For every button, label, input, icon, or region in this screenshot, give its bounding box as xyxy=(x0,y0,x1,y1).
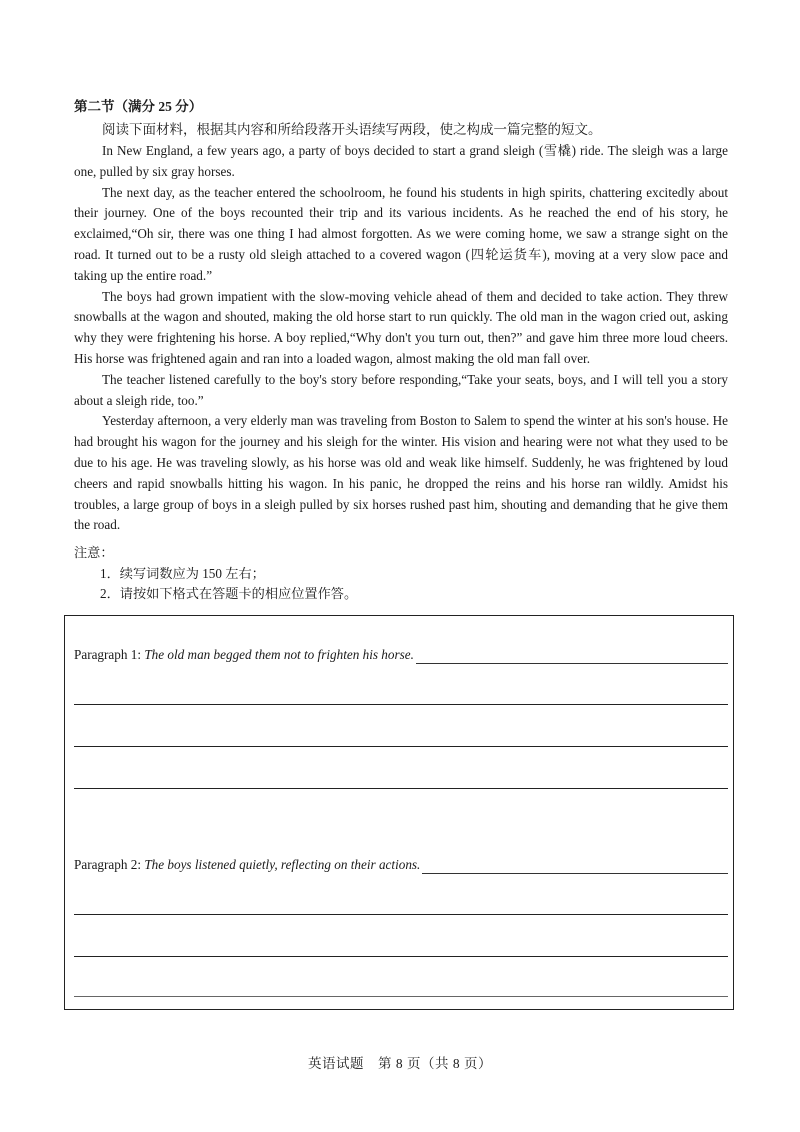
section-title: 第二节（满分 25 分） xyxy=(74,99,203,114)
paragraph-1-prompt xyxy=(74,646,728,664)
paragraph-2-prompt xyxy=(74,856,728,874)
paragraph-2-label: Paragraph 2: xyxy=(74,857,145,872)
reading-passage xyxy=(74,141,728,536)
writing-line[interactable] xyxy=(74,996,728,997)
note-item: 2．请按如下格式在答题卡的相应位置作答。 xyxy=(100,586,358,601)
passage-paragraph: The next day, as the teacher entered the schoolroom, he found his students in high spirits, chattering excitedly about their journey. One of the boys recounted their trip and its various incidents. As he reached the end of his story, he exclaimed,“Oh sir, there was one thing I had almost forgotten. As we were coming home, we saw a strange sight on the road. It turned out to be a rusty old sleigh attached to a covered wagon (四轮运货车), moving at a very slow pace and taking up the entire road.” xyxy=(74,184,728,283)
paragraph-1-label: Paragraph 1: xyxy=(74,647,145,662)
section-instruction: 阅读下面材料，根据其内容和所给段落开头语续写两段，使之构成一篇完整的短文。 xyxy=(102,122,602,137)
page-footer: 英语试题 第 8 页（共 8 页） xyxy=(308,1056,492,1071)
writing-line[interactable] xyxy=(74,704,728,705)
answer-box xyxy=(64,615,734,1010)
writing-line[interactable] xyxy=(74,788,728,789)
notes-section xyxy=(74,543,357,605)
writing-line[interactable] xyxy=(74,914,728,915)
paragraph-2-opening: The boys listened quietly, reflecting on their actions. xyxy=(144,857,421,872)
writing-line[interactable] xyxy=(74,956,728,957)
passage-paragraph: In New England, a few years ago, a party of boys decided to start a grand sleigh (雪橇) ride. The sleigh was a large one, pulled by six gray horses. xyxy=(74,143,728,179)
writing-line[interactable] xyxy=(416,648,728,664)
passage-paragraph: The teacher listened carefully to the boy's story before responding,“Take your seats, boys, and I will tell you a story about a sleigh ride, too.” xyxy=(74,371,728,408)
note-item: 1．续写词数应为 150 左右； xyxy=(100,565,265,581)
writing-line[interactable] xyxy=(422,858,728,874)
passage-paragraph: Yesterday afternoon, a very elderly man was traveling from Boston to Salem to spend the winter at his son's house. He had brought his wagon for the journey and his sleigh for the winter. His vision and hearing were not what they used to be due to his age. He was traveling slowly, as his horse was old and weak like himself. Suddenly, he was frightened by loud cheers and rapid snowballs hitting his wagon. In his panic, he dropped the reins and his horse ran wildly. Amidst his troubles, a large group of boys in a sleigh pulled by six horses rushed past him, shouting and demanding that he give them the road. xyxy=(74,413,728,533)
notes-heading: 注意： xyxy=(74,545,114,560)
writing-line[interactable] xyxy=(74,746,728,747)
paragraph-1-opening: The old man begged them not to frighten his horse. xyxy=(144,647,414,662)
passage-paragraph: The boys had grown impatient with the slow-moving vehicle ahead of them and decided to take action. They threw snowballs at the wagon and shouted, making the old horse start to run quickly. The old man in the wagon cried out, asking why they were frightening his horse. A boy replied,“Why don't you turn out, then?” and gave him three more loud cheers. His horse was frightened again and ran into a loaded wagon, almost making the old man fall over. xyxy=(74,288,728,366)
